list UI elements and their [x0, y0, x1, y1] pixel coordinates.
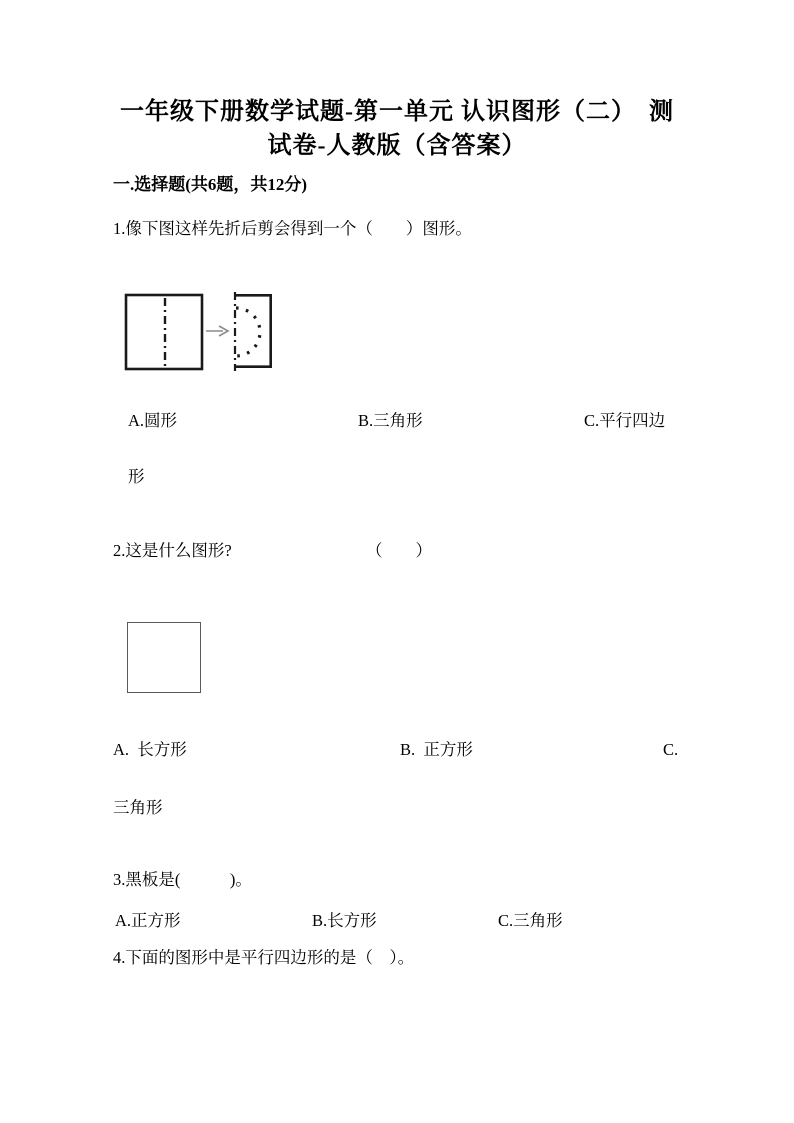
question-3-text: 3.黑板是( )。	[113, 870, 252, 889]
question-1-option-a: A.圆形	[128, 411, 178, 430]
question-2-option-c: C.	[663, 740, 679, 759]
question-2-option-c-wrap: 三角形	[113, 798, 163, 817]
question-4-text: 4.下面的图形中是平行四边形的是（ ）。	[113, 948, 415, 967]
question-2-text: 2.这是什么图形?	[113, 541, 232, 560]
document-title-line1: 一年级下册数学试题-第一单元 认识图形（二） 测	[120, 99, 674, 125]
question-1-option-c: C.平行四边	[584, 411, 666, 430]
question-1-option-b: B.三角形	[358, 411, 423, 430]
fold-square-icon	[126, 295, 202, 369]
question-3-option-b: B.长方形	[312, 911, 377, 930]
question-1-text: 1.像下图这样先折后剪会得到一个（ ）图形。	[113, 219, 472, 238]
cut-result-icon	[235, 292, 272, 371]
question-3-option-a: A.正方形	[115, 911, 181, 930]
square-figure-icon	[127, 622, 201, 693]
question-3-option-c: C.三角形	[498, 911, 563, 930]
section-heading: 一.选择题(共6题，共12分)	[113, 175, 308, 194]
question-1-figure	[120, 288, 285, 378]
question-1-option-c-wrap: 形	[128, 467, 145, 486]
question-2-option-b: B. 正方形	[400, 740, 473, 759]
document-title-line2: 试卷-人教版（含答案）	[267, 133, 527, 159]
arrow-right-icon	[206, 326, 228, 336]
question-2-option-a: A. 长方形	[113, 740, 187, 759]
question-2-answer-blank: （ ）	[366, 541, 432, 560]
